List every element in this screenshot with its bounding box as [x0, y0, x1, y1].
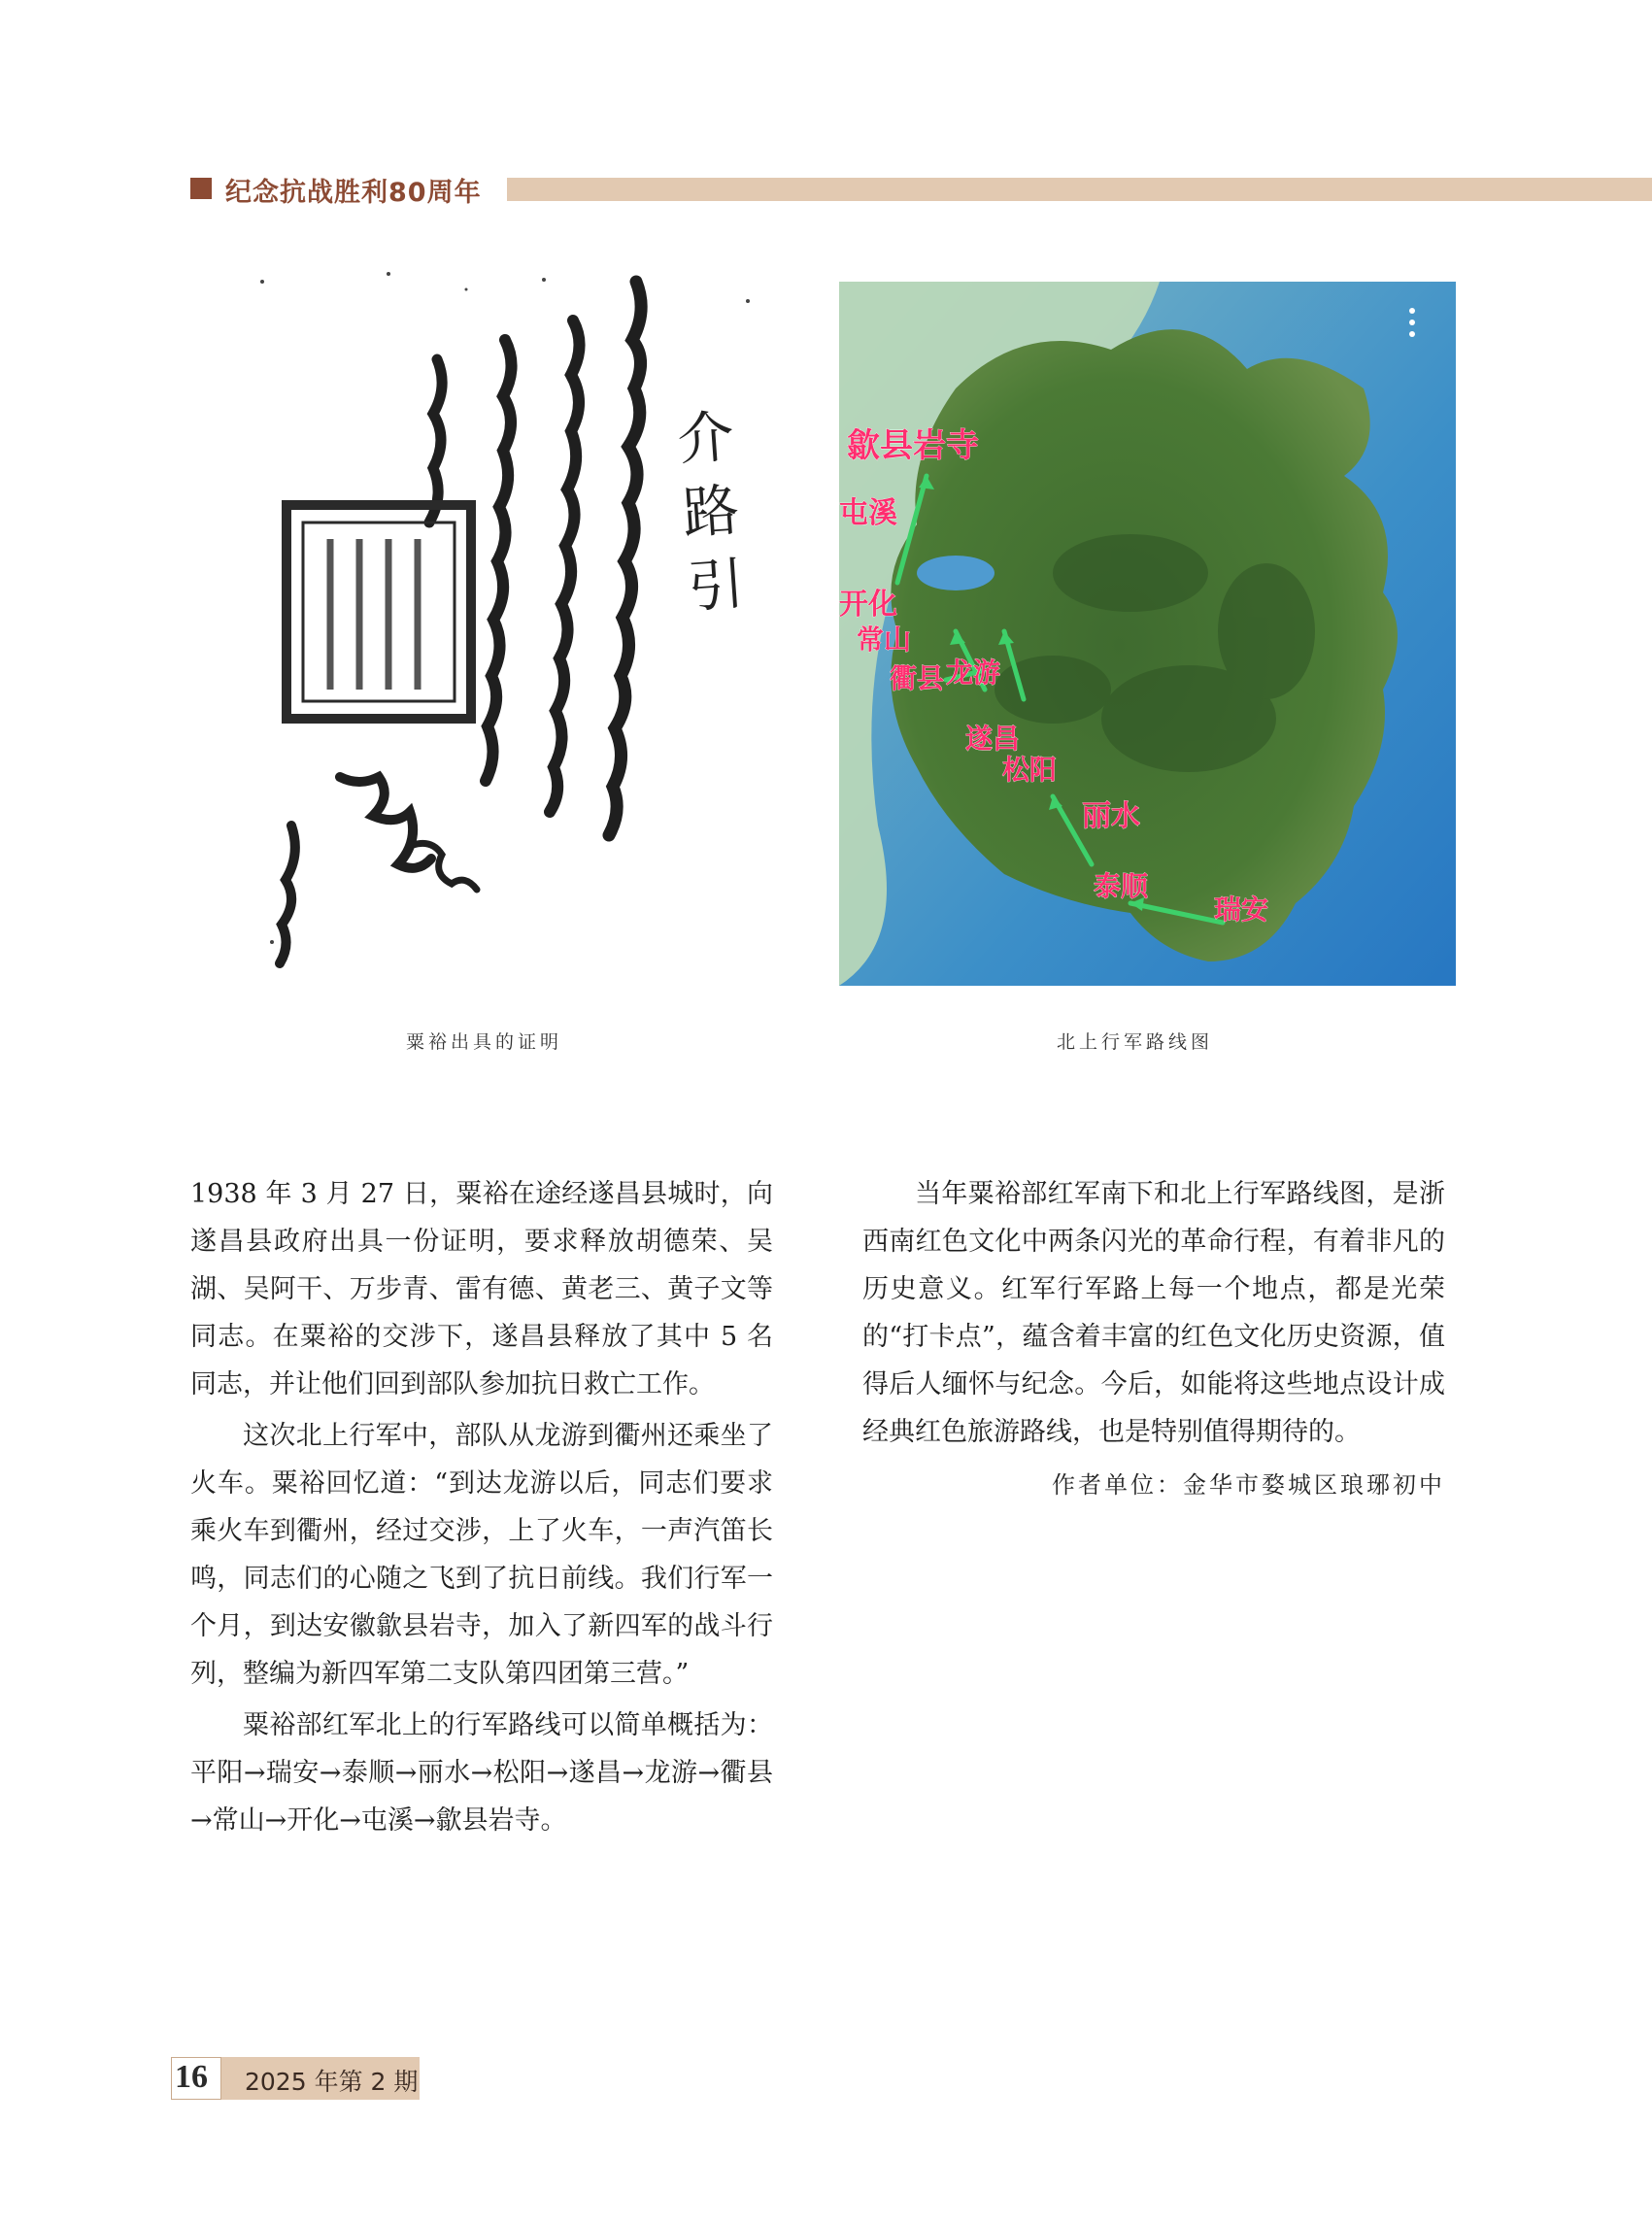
map-label: 衢县	[890, 662, 945, 694]
author-affiliation: 作者单位：金华市婺城区琅琊初中	[1052, 1471, 1445, 1499]
certificate-image	[243, 262, 767, 981]
map-label: 瑞安	[1214, 893, 1269, 926]
header-band	[507, 178, 1652, 201]
header-square-icon	[190, 178, 212, 199]
article-column-right	[862, 1170, 1445, 1500]
map-label: 屯溪	[839, 496, 897, 530]
article-paragraph: 当年粟裕部红军南下和北上行军路线图，是浙西南红色文化中两条闪光的革命行程，有着非凡的历史意义。红军行军路上每一个地点，都是光荣的“打卡点”，蕴含着丰富的红色文化历史资源，值得后人缅怀与纪念。今后，如能将这些地点设计成经典红色旅游路线，也是特别值得期待的。	[862, 1179, 1445, 1447]
map-label: 遂昌	[965, 723, 1021, 755]
article-paragraph: 这次北上行军中，部队从龙游到衢州还乘坐了火车。粟裕回忆道：“到达龙游以后，同志们要求乘火车到衢州，经过交涉，上了火车，一声汽笛长鸣，同志们的心随之飞到了抗日前线。我们行军一个月，到达安徽歙县岩寺，加入了新四军的战斗行列，整编为新四军第二支队第四团第三营。”	[190, 1421, 773, 1689]
issue-label: 2025 年第 2 期	[245, 2068, 419, 2096]
map-label: 龙游	[946, 657, 1001, 689]
certificate-heading: 介路引	[665, 405, 748, 632]
more-dots-icon	[1409, 308, 1415, 337]
article-paragraph: 1938 年 3 月 27 日，粟裕在途经遂昌县城时，向遂昌县政府出具一份证明，要求释放胡德荣、吴湖、吴阿干、万步青、雷有德、黄老三、黄子文等同志。在粟裕的交涉下，遂昌县释放了其中 5 名同志，并让他们回到部队参加抗日救亡工作。	[190, 1179, 773, 1399]
article-column-left	[190, 1170, 773, 1848]
map-label: 常山	[857, 624, 912, 656]
figure-caption: 粟裕出具的证明	[406, 1031, 563, 1053]
article-paragraph: 粟裕部红军北上的行军路线可以简单概括为：平阳→瑞安→泰顺→丽水→松阳→遂昌→龙游→衢县→常山→开化→屯溪→歙县岩寺。	[190, 1710, 773, 1836]
map-label: 松阳	[1002, 754, 1058, 786]
page-number: 16	[175, 2059, 208, 2095]
map-label: 丽水	[1082, 799, 1140, 833]
map-label: 歙县岩寺	[847, 426, 979, 465]
figure-caption: 北上行军路线图	[1057, 1031, 1214, 1053]
section-title: 纪念抗战胜利80周年	[225, 178, 482, 208]
map-label: 泰顺	[1094, 870, 1149, 902]
map-label: 开化	[839, 588, 897, 622]
route-map	[839, 282, 1456, 986]
